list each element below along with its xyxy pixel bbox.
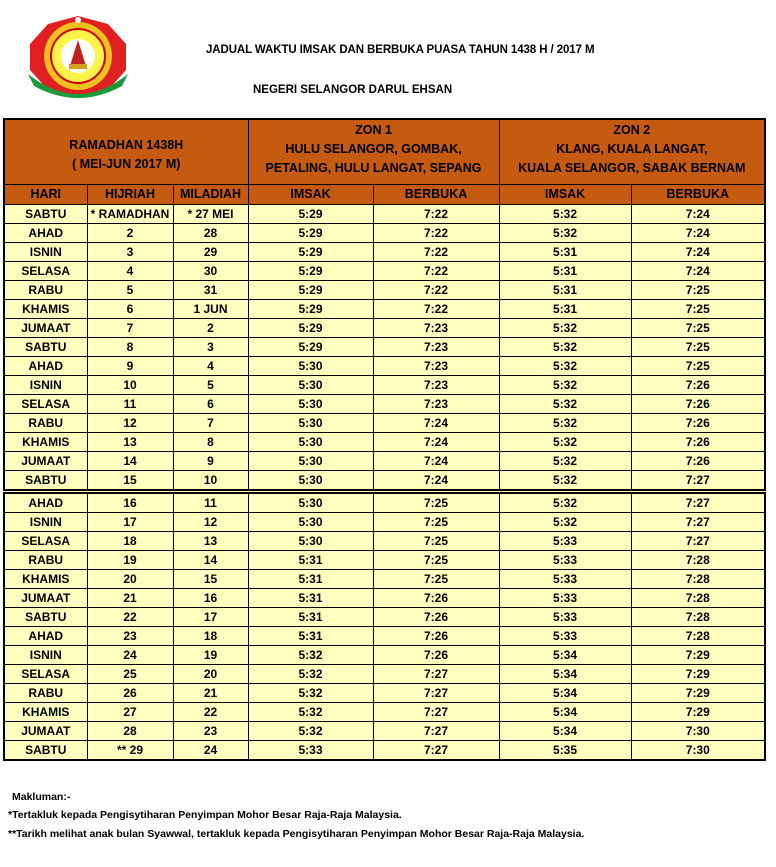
cell-zon1-imsak: 5:29 (248, 338, 373, 357)
cell-miladiah: 3 (173, 338, 248, 357)
cell-zon2-berbuka: 7:28 (631, 589, 765, 608)
cell-hari: JUMAAT (4, 589, 87, 608)
cell-hari: SELASA (4, 532, 87, 551)
cell-hari: ISNIN (4, 243, 87, 262)
cell-hari: SABTU (4, 608, 87, 627)
cell-zon1-berbuka: 7:23 (373, 338, 499, 357)
cell-miladiah: 13 (173, 532, 248, 551)
ramadhan-title: RAMADHAN 1438H (69, 138, 184, 152)
cell-zon2-berbuka: 7:30 (631, 722, 765, 741)
cell-miladiah: 28 (173, 224, 248, 243)
cell-hijriah: 2 (87, 224, 173, 243)
cell-zon2-berbuka: 7:29 (631, 665, 765, 684)
cell-hijriah: 24 (87, 646, 173, 665)
column-header-hari: HARI (4, 185, 87, 205)
cell-zon2-berbuka: 7:27 (631, 471, 765, 492)
cell-zon2-imsak: 5:32 (499, 414, 631, 433)
column-header-miladiah: MILADIAH (173, 185, 248, 205)
cell-zon2-imsak: 5:33 (499, 532, 631, 551)
cell-zon2-berbuka: 7:27 (631, 532, 765, 551)
table-row (4, 551, 765, 570)
cell-zon2-imsak: 5:32 (499, 433, 631, 452)
cell-miladiah: 19 (173, 646, 248, 665)
zon1-title: ZON 1 (355, 123, 392, 137)
cell-zon2-berbuka: 7:29 (631, 646, 765, 665)
cell-miladiah: 31 (173, 281, 248, 300)
cell-zon2-imsak: 5:31 (499, 281, 631, 300)
cell-zon2-imsak: 5:34 (499, 703, 631, 722)
cell-zon2-berbuka: 7:29 (631, 684, 765, 703)
cell-hari: JUMAAT (4, 319, 87, 338)
cell-zon1-berbuka: 7:22 (373, 262, 499, 281)
cell-zon2-imsak: 5:34 (499, 646, 631, 665)
cell-zon1-imsak: 5:30 (248, 513, 373, 532)
column-header-zon2-berbuka: BERBUKA (631, 185, 765, 205)
cell-hari: JUMAAT (4, 722, 87, 741)
cell-hari: AHAD (4, 224, 87, 243)
cell-zon2-imsak: 5:33 (499, 608, 631, 627)
cell-zon1-berbuka: 7:25 (373, 492, 499, 513)
cell-hari: SELASA (4, 395, 87, 414)
cell-zon2-berbuka: 7:26 (631, 433, 765, 452)
cell-zon2-imsak: 5:33 (499, 589, 631, 608)
cell-hijriah: 3 (87, 243, 173, 262)
ramadhan-header (4, 119, 248, 185)
cell-hijriah: * RAMADHAN (87, 205, 173, 224)
cell-hari: SELASA (4, 665, 87, 684)
cell-hijriah: 19 (87, 551, 173, 570)
cell-zon1-berbuka: 7:22 (373, 300, 499, 319)
cell-miladiah: 7 (173, 414, 248, 433)
cell-zon2-imsak: 5:31 (499, 300, 631, 319)
cell-hari: SABTU (4, 471, 87, 492)
cell-hijriah: 14 (87, 452, 173, 471)
table-row (4, 492, 765, 513)
cell-hari: ISNIN (4, 646, 87, 665)
table-row (4, 205, 765, 224)
cell-zon1-imsak: 5:29 (248, 262, 373, 281)
cell-zon2-berbuka: 7:30 (631, 741, 765, 761)
cell-zon1-berbuka: 7:26 (373, 608, 499, 627)
cell-zon2-berbuka: 7:25 (631, 319, 765, 338)
table-row (4, 665, 765, 684)
cell-zon1-imsak: 5:32 (248, 703, 373, 722)
cell-zon1-imsak: 5:30 (248, 492, 373, 513)
cell-zon2-imsak: 5:32 (499, 513, 631, 532)
table-row (4, 357, 765, 376)
cell-zon1-berbuka: 7:24 (373, 414, 499, 433)
table-row (4, 741, 765, 761)
cell-zon1-imsak: 5:29 (248, 243, 373, 262)
cell-hari: SABTU (4, 338, 87, 357)
cell-hijriah: 12 (87, 414, 173, 433)
zon2-header (499, 119, 765, 185)
cell-hari: SELASA (4, 262, 87, 281)
cell-zon2-berbuka: 7:26 (631, 452, 765, 471)
cell-zon1-imsak: 5:32 (248, 646, 373, 665)
cell-zon1-berbuka: 7:24 (373, 433, 499, 452)
cell-miladiah: 2 (173, 319, 248, 338)
table-row (4, 395, 765, 414)
cell-zon2-berbuka: 7:25 (631, 300, 765, 319)
cell-hijriah: 16 (87, 492, 173, 513)
cell-hari: ISNIN (4, 376, 87, 395)
cell-zon2-imsak: 5:32 (499, 338, 631, 357)
cell-zon1-berbuka: 7:22 (373, 243, 499, 262)
cell-hijriah: 6 (87, 300, 173, 319)
cell-miladiah: 4 (173, 357, 248, 376)
cell-zon2-berbuka: 7:24 (631, 205, 765, 224)
cell-zon1-berbuka: 7:26 (373, 589, 499, 608)
cell-zon1-imsak: 5:30 (248, 376, 373, 395)
cell-zon2-berbuka: 7:26 (631, 414, 765, 433)
cell-miladiah: 30 (173, 262, 248, 281)
cell-hari: KHAMIS (4, 433, 87, 452)
cell-miladiah: 29 (173, 243, 248, 262)
ramadhan-period: ( MEI-JUN 2017 M) (72, 157, 181, 171)
table-row (4, 281, 765, 300)
cell-zon2-berbuka: 7:26 (631, 376, 765, 395)
cell-hari: SABTU (4, 741, 87, 761)
cell-zon1-berbuka: 7:22 (373, 224, 499, 243)
cell-zon2-imsak: 5:32 (499, 319, 631, 338)
table-row (4, 646, 765, 665)
cell-hari: RABU (4, 281, 87, 300)
cell-zon2-berbuka: 7:28 (631, 570, 765, 589)
cell-hijriah: 17 (87, 513, 173, 532)
cell-hari: AHAD (4, 627, 87, 646)
cell-zon2-imsak: 5:33 (499, 551, 631, 570)
cell-zon2-berbuka: 7:26 (631, 395, 765, 414)
cell-zon1-berbuka: 7:26 (373, 627, 499, 646)
cell-miladiah: 21 (173, 684, 248, 703)
zon1-areas-line2: PETALING, HULU LANGAT, SEPANG (265, 161, 482, 175)
cell-zon1-berbuka: 7:25 (373, 532, 499, 551)
cell-zon1-berbuka: 7:27 (373, 665, 499, 684)
cell-zon1-imsak: 5:31 (248, 608, 373, 627)
zon2-areas-line2: KUALA SELANGOR, SABAK BERNAM (518, 161, 746, 175)
cell-zon1-berbuka: 7:23 (373, 376, 499, 395)
table-row (4, 224, 765, 243)
cell-zon1-imsak: 5:31 (248, 570, 373, 589)
cell-hijriah: 22 (87, 608, 173, 627)
cell-zon1-berbuka: 7:26 (373, 646, 499, 665)
cell-zon2-berbuka: 7:25 (631, 357, 765, 376)
cell-zon1-berbuka: 7:22 (373, 205, 499, 224)
cell-hijriah: 27 (87, 703, 173, 722)
zon1-header (248, 119, 499, 185)
cell-miladiah: * 27 MEI (173, 205, 248, 224)
footer-label: Makluman:- (12, 791, 71, 803)
cell-zon1-imsak: 5:30 (248, 471, 373, 492)
table-row (4, 243, 765, 262)
cell-zon2-berbuka: 7:24 (631, 262, 765, 281)
table-row (4, 570, 765, 589)
cell-hari: RABU (4, 414, 87, 433)
cell-hijriah: ** 29 (87, 741, 173, 761)
cell-hijriah: 7 (87, 319, 173, 338)
cell-hijriah: 13 (87, 433, 173, 452)
table-row (4, 589, 765, 608)
cell-hari: SABTU (4, 205, 87, 224)
table-row (4, 703, 765, 722)
table-row (4, 452, 765, 471)
cell-zon2-imsak: 5:32 (499, 205, 631, 224)
cell-zon1-berbuka: 7:27 (373, 684, 499, 703)
cell-zon2-imsak: 5:34 (499, 665, 631, 684)
cell-hijriah: 5 (87, 281, 173, 300)
page-title: JADUAL WAKTU IMSAK DAN BERBUKA PUASA TAHUN 1438 H / 2017 M (206, 44, 595, 56)
footer-note-1: *Tertakluk kepada Pengisytiharan Penyimpan Mohor Besar Raja-Raja Malaysia. (8, 809, 402, 821)
jabatan-mufti-selangor-logo (22, 14, 134, 100)
cell-zon2-imsak: 5:33 (499, 570, 631, 589)
cell-hijriah: 9 (87, 357, 173, 376)
cell-zon2-imsak: 5:32 (499, 395, 631, 414)
table-row (4, 627, 765, 646)
table-row (4, 433, 765, 452)
table-row (4, 414, 765, 433)
cell-miladiah: 9 (173, 452, 248, 471)
cell-zon1-imsak: 5:30 (248, 395, 373, 414)
cell-zon2-berbuka: 7:25 (631, 338, 765, 357)
cell-zon2-imsak: 5:32 (499, 492, 631, 513)
cell-miladiah: 20 (173, 665, 248, 684)
column-header-zon1-berbuka: BERBUKA (373, 185, 499, 205)
cell-hijriah: 10 (87, 376, 173, 395)
cell-miladiah: 11 (173, 492, 248, 513)
cell-zon1-berbuka: 7:23 (373, 319, 499, 338)
page-subtitle: NEGERI SELANGOR DARUL EHSAN (253, 84, 453, 96)
table-row (4, 513, 765, 532)
cell-zon1-imsak: 5:29 (248, 205, 373, 224)
cell-zon1-imsak: 5:30 (248, 433, 373, 452)
cell-hijriah: 15 (87, 471, 173, 492)
cell-hari: RABU (4, 551, 87, 570)
cell-zon1-imsak: 5:31 (248, 551, 373, 570)
cell-zon1-berbuka: 7:22 (373, 281, 499, 300)
cell-zon2-berbuka: 7:28 (631, 608, 765, 627)
cell-miladiah: 17 (173, 608, 248, 627)
zon2-areas-line1: KLANG, KUALA LANGAT, (556, 142, 708, 156)
cell-zon1-imsak: 5:29 (248, 281, 373, 300)
cell-hijriah: 23 (87, 627, 173, 646)
cell-zon1-imsak: 5:29 (248, 224, 373, 243)
cell-zon2-berbuka: 7:27 (631, 492, 765, 513)
column-header-hijriah: HIJRIAH (87, 185, 173, 205)
cell-zon1-berbuka: 7:27 (373, 741, 499, 761)
cell-miladiah: 14 (173, 551, 248, 570)
zon1-areas-line1: HULU SELANGOR, GOMBAK, (285, 142, 462, 156)
cell-zon2-imsak: 5:34 (499, 684, 631, 703)
cell-zon2-imsak: 5:31 (499, 243, 631, 262)
cell-hari: ISNIN (4, 513, 87, 532)
cell-hijriah: 20 (87, 570, 173, 589)
cell-zon2-berbuka: 7:24 (631, 243, 765, 262)
column-header-zon1-imsak: IMSAK (248, 185, 373, 205)
cell-zon1-imsak: 5:32 (248, 684, 373, 703)
table-row (4, 608, 765, 627)
cell-zon1-imsak: 5:33 (248, 741, 373, 761)
cell-zon2-imsak: 5:33 (499, 627, 631, 646)
cell-miladiah: 24 (173, 741, 248, 761)
cell-hijriah: 8 (87, 338, 173, 357)
cell-zon1-imsak: 5:31 (248, 589, 373, 608)
cell-zon1-berbuka: 7:25 (373, 570, 499, 589)
cell-miladiah: 6 (173, 395, 248, 414)
cell-zon1-berbuka: 7:25 (373, 551, 499, 570)
cell-zon1-berbuka: 7:23 (373, 357, 499, 376)
cell-zon2-berbuka: 7:28 (631, 627, 765, 646)
cell-hijriah: 25 (87, 665, 173, 684)
cell-hijriah: 4 (87, 262, 173, 281)
cell-miladiah: 15 (173, 570, 248, 589)
cell-zon1-imsak: 5:31 (248, 627, 373, 646)
footer-note-2: **Tarikh melihat anak bulan Syawwal, tertakluk kepada Pengisytiharan Penyimpan Mohor Besar Raja-Raja Malaysia. (8, 828, 585, 840)
cell-zon1-berbuka: 7:27 (373, 703, 499, 722)
cell-zon1-imsak: 5:30 (248, 357, 373, 376)
cell-miladiah: 22 (173, 703, 248, 722)
cell-hari: AHAD (4, 492, 87, 513)
cell-hari: KHAMIS (4, 300, 87, 319)
cell-zon1-imsak: 5:32 (248, 722, 373, 741)
cell-hijriah: 11 (87, 395, 173, 414)
cell-hari: JUMAAT (4, 452, 87, 471)
cell-zon1-berbuka: 7:23 (373, 395, 499, 414)
cell-zon2-imsak: 5:32 (499, 376, 631, 395)
cell-zon2-imsak: 5:35 (499, 741, 631, 761)
cell-miladiah: 5 (173, 376, 248, 395)
cell-zon1-berbuka: 7:24 (373, 471, 499, 492)
cell-miladiah: 12 (173, 513, 248, 532)
table-row (4, 376, 765, 395)
cell-zon1-imsak: 5:30 (248, 414, 373, 433)
cell-hari: KHAMIS (4, 570, 87, 589)
cell-hijriah: 21 (87, 589, 173, 608)
cell-hijriah: 18 (87, 532, 173, 551)
cell-zon1-berbuka: 7:24 (373, 452, 499, 471)
table-row (4, 338, 765, 357)
cell-zon2-berbuka: 7:25 (631, 281, 765, 300)
cell-miladiah: 8 (173, 433, 248, 452)
cell-hijriah: 28 (87, 722, 173, 741)
cell-hijriah: 26 (87, 684, 173, 703)
cell-hari: AHAD (4, 357, 87, 376)
cell-miladiah: 23 (173, 722, 248, 741)
cell-zon2-berbuka: 7:27 (631, 513, 765, 532)
cell-zon2-imsak: 5:31 (499, 262, 631, 281)
cell-zon2-imsak: 5:32 (499, 357, 631, 376)
cell-miladiah: 10 (173, 471, 248, 492)
cell-zon2-imsak: 5:32 (499, 452, 631, 471)
table-row (4, 684, 765, 703)
cell-zon1-imsak: 5:29 (248, 300, 373, 319)
cell-zon1-imsak: 5:29 (248, 319, 373, 338)
column-header-zon2-imsak: IMSAK (499, 185, 631, 205)
table-row (4, 300, 765, 319)
cell-zon2-imsak: 5:32 (499, 224, 631, 243)
cell-miladiah: 18 (173, 627, 248, 646)
zon2-title: ZON 2 (613, 123, 651, 137)
cell-zon1-imsak: 5:30 (248, 532, 373, 551)
cell-zon2-imsak: 5:32 (499, 471, 631, 492)
table-row (4, 722, 765, 741)
cell-hari: KHAMIS (4, 703, 87, 722)
cell-zon2-berbuka: 7:24 (631, 224, 765, 243)
cell-zon1-imsak: 5:30 (248, 452, 373, 471)
prayer-times-table (3, 118, 766, 761)
cell-miladiah: 1 JUN (173, 300, 248, 319)
cell-zon2-berbuka: 7:28 (631, 551, 765, 570)
cell-hari: RABU (4, 684, 87, 703)
table-row (4, 262, 765, 281)
cell-zon2-berbuka: 7:29 (631, 703, 765, 722)
cell-miladiah: 16 (173, 589, 248, 608)
cell-zon2-imsak: 5:34 (499, 722, 631, 741)
table-row (4, 532, 765, 551)
cell-zon1-berbuka: 7:25 (373, 513, 499, 532)
table-row (4, 471, 765, 492)
cell-zon1-berbuka: 7:27 (373, 722, 499, 741)
table-row (4, 319, 765, 338)
cell-zon1-imsak: 5:32 (248, 665, 373, 684)
